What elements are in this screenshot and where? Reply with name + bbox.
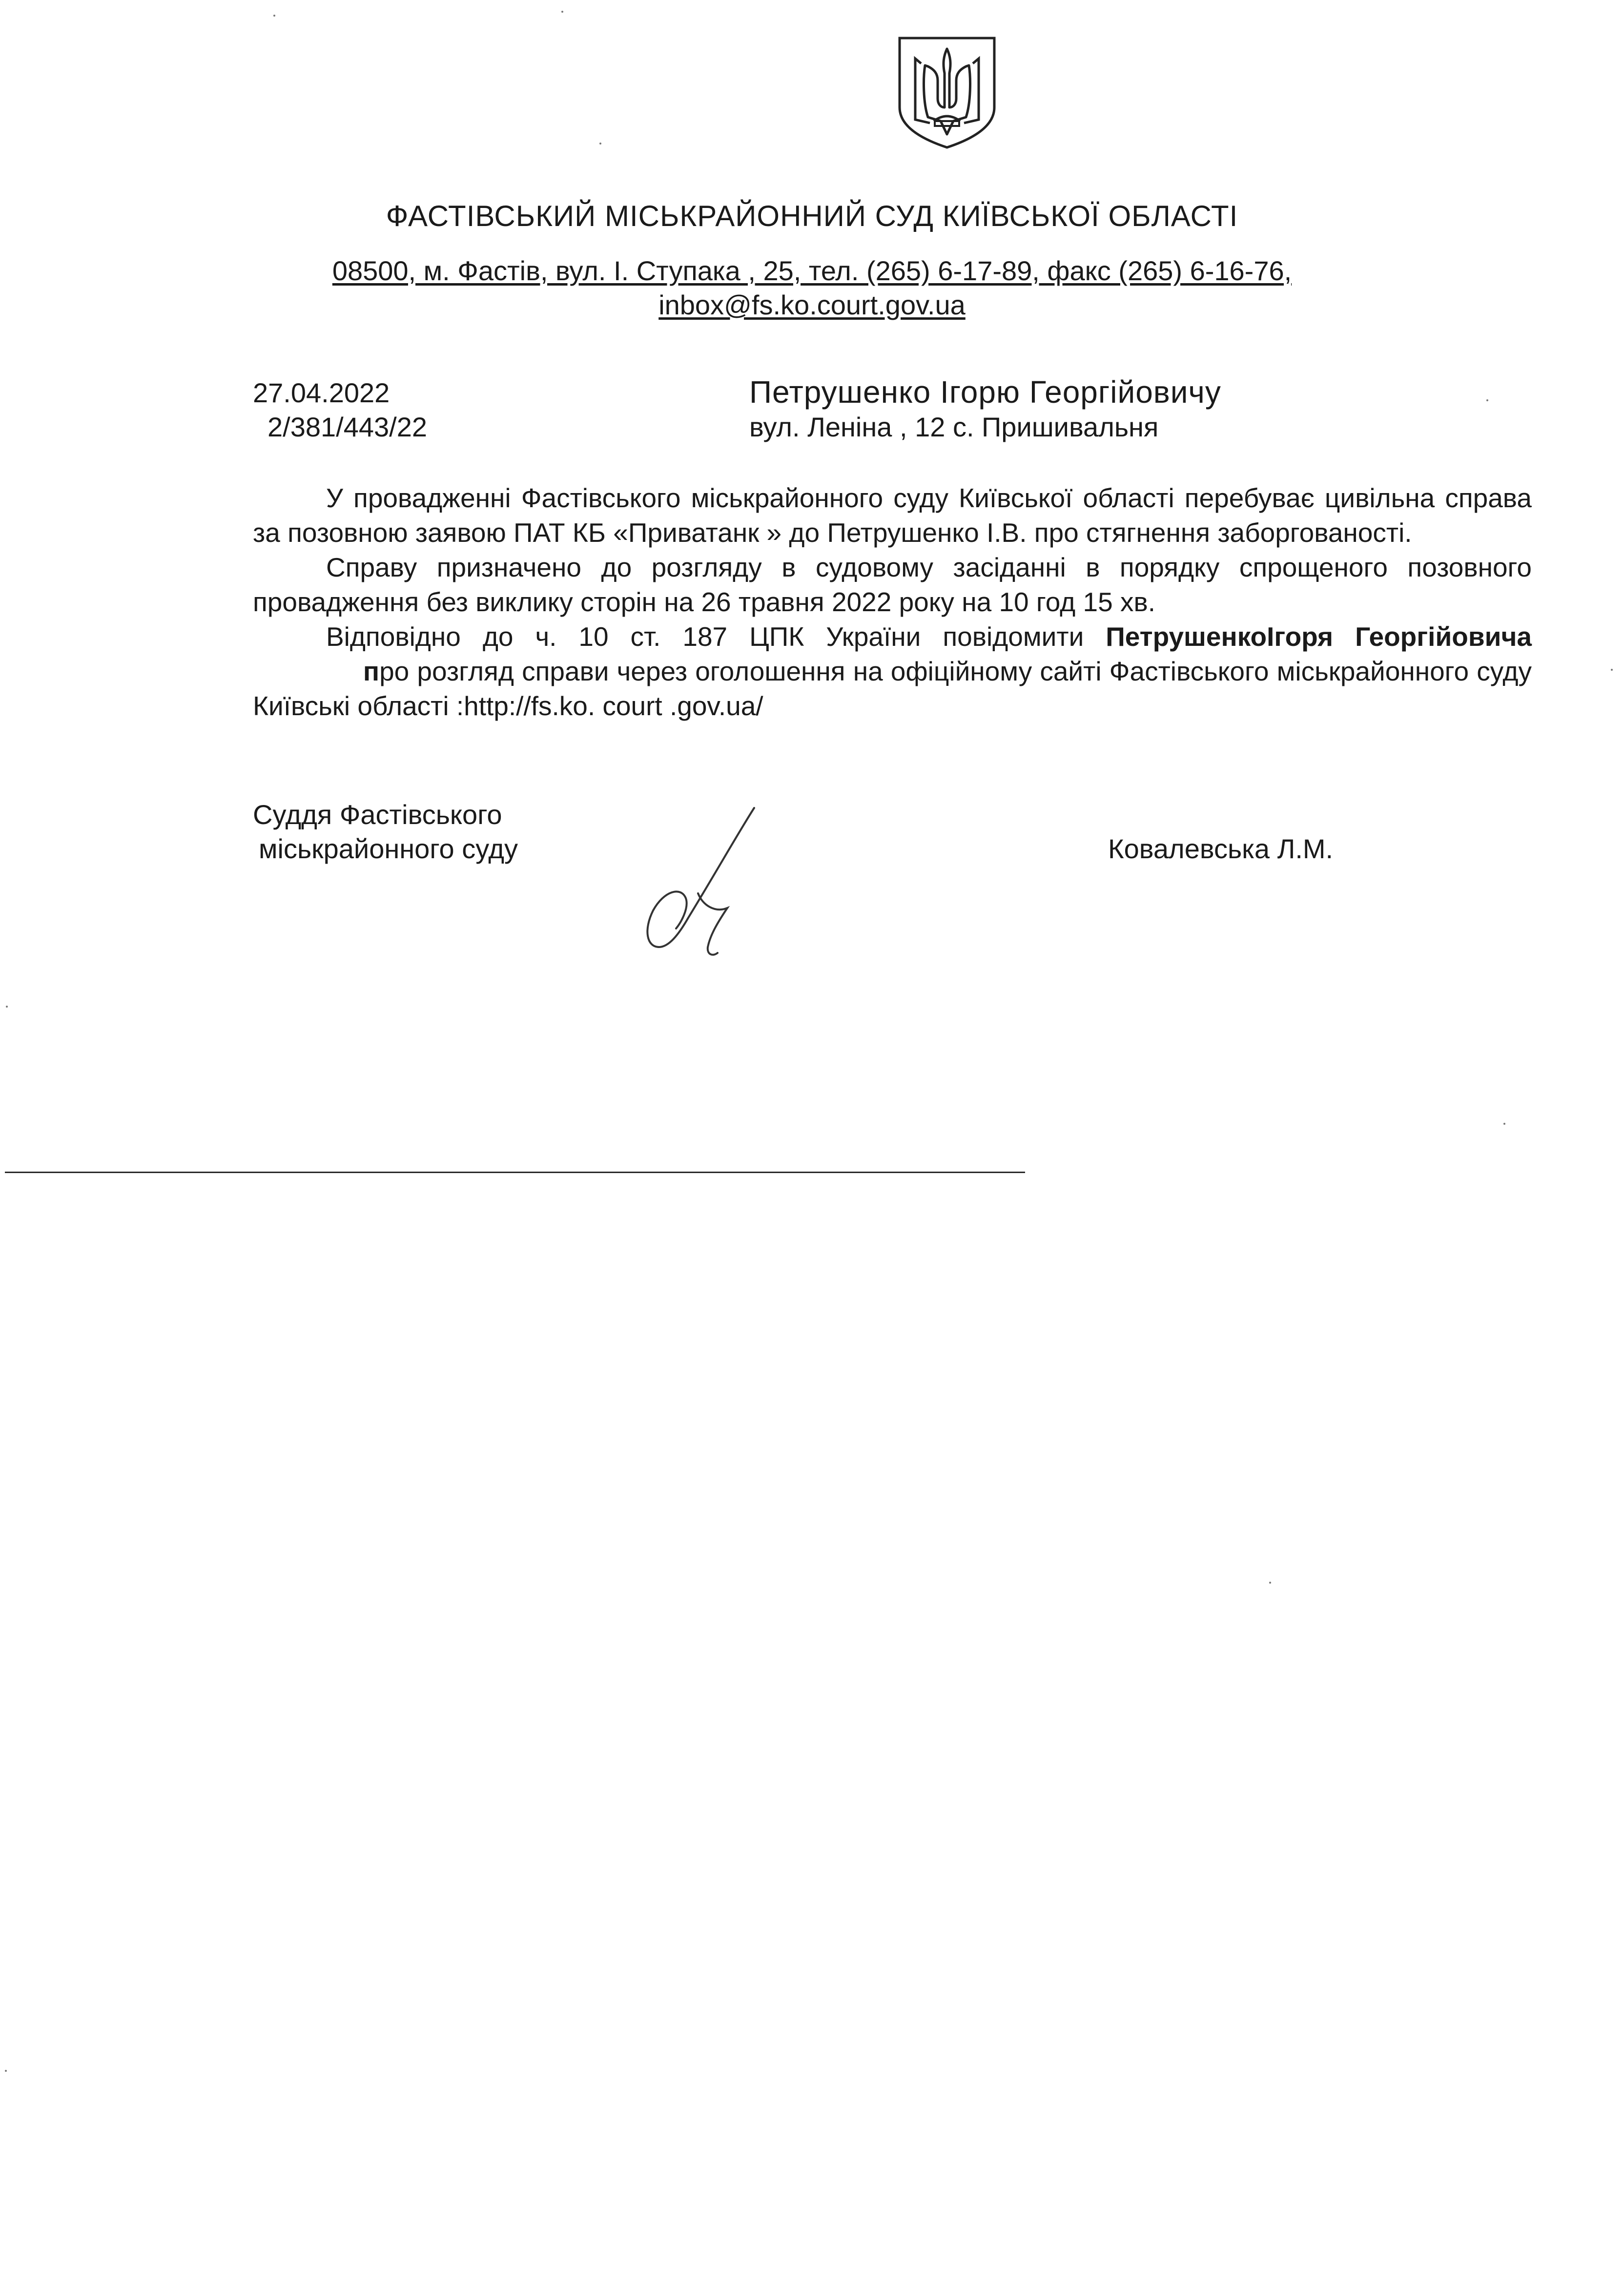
paragraph-case: У провадженні Фастівського міськрайонного суду Київської області перебуває цивільна справа за позовною заявою ПАТ КБ «Приватанк » до Петрушенко І.В. про стягнення заборгованості. bbox=[253, 483, 1532, 548]
notification-text-start: Відповідно до ч. 10 ст. 187 ЦПК України повідомити bbox=[326, 621, 1106, 652]
recipient-name: Петрушенко Ігорю Георгійовичу bbox=[749, 374, 1221, 410]
judge-title-line2: міськрайонного суду bbox=[259, 833, 518, 864]
court-name: ФАСТІВСЬКИЙ МІСЬКРАЙОННИЙ СУД КИЇВСЬКОЇ ОБЛАСТІ bbox=[386, 200, 1238, 232]
scan-speck bbox=[561, 11, 563, 13]
scan-speck bbox=[1269, 1582, 1271, 1584]
scan-speck bbox=[1611, 669, 1613, 671]
document-date: 27.04.2022 bbox=[253, 377, 390, 408]
bottom-rule bbox=[5, 1172, 1025, 1173]
scan-speck bbox=[6, 1006, 8, 1008]
scan-speck bbox=[5, 2070, 7, 2072]
recipient-address: вул. Леніна , 12 с. Пришивальня bbox=[749, 412, 1159, 442]
judge-name: Ковалевська Л.М. bbox=[1108, 833, 1334, 864]
scan-speck bbox=[599, 143, 601, 144]
signature-icon bbox=[630, 801, 766, 976]
notification-text-end: ро розгляд справи через оголошення на офіційному сайті Фастівського міськрайонного суду Київські області :http://fs.ko. court .gov.ua/ bbox=[253, 656, 1532, 721]
court-email: inbox@fs.ko.court.gov.ua bbox=[658, 289, 966, 320]
notified-person-name: ПетрушенкоІгоря Георгійовича bbox=[1106, 621, 1532, 652]
scan-speck bbox=[1486, 399, 1488, 401]
paragraph-notification bbox=[253, 619, 1532, 723]
coat-of-arms-icon bbox=[896, 34, 998, 151]
paragraph-hearing: Справу призначено до розгляду в судовому засіданні в порядку спрощеного позовного провадження без виклику сторін на 26 травня 2022 року на 10 год 15 хв. bbox=[253, 552, 1532, 617]
court-address: 08500, м. Фастів, вул. І. Ступака , 25, тел. (265) 6-17-89, факс (265) 6-16-76, bbox=[332, 255, 1292, 286]
document-number: 2/381/443/22 bbox=[267, 412, 427, 442]
notification-bold-letter: п bbox=[363, 656, 380, 686]
scan-speck bbox=[1503, 1123, 1505, 1125]
notification-gap bbox=[253, 656, 363, 686]
judge-title-line1: Суддя Фастівського bbox=[253, 799, 502, 830]
scan-speck bbox=[273, 15, 275, 17]
notice-body bbox=[253, 481, 1532, 723]
